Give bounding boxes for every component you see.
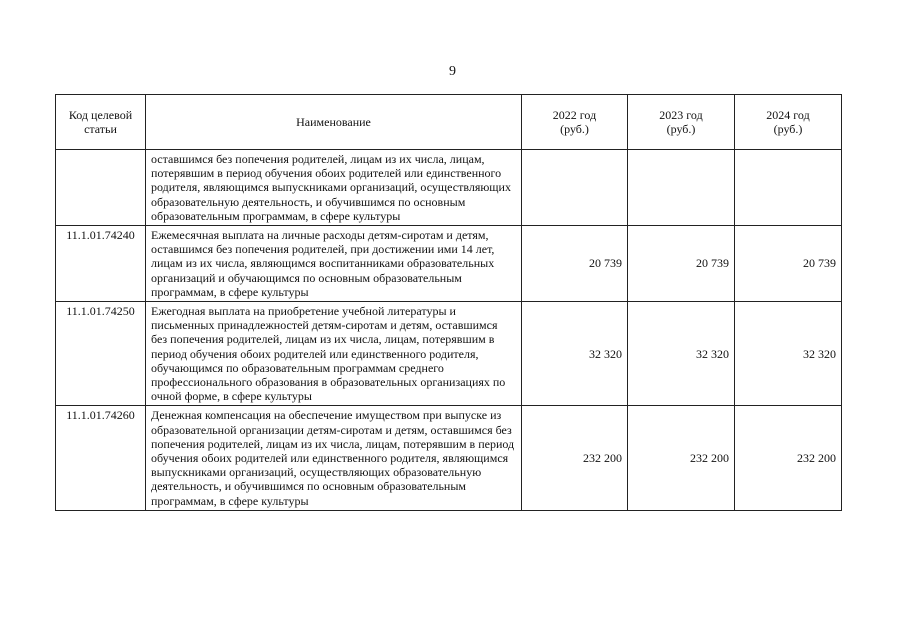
header-2023: 2023 год (руб.): [628, 95, 735, 150]
row-amount-2022: 32 320: [522, 302, 628, 406]
row-amount-2024: 20 739: [735, 226, 842, 302]
header-name: Наименование: [146, 95, 522, 150]
header-2022: 2022 год (руб.): [522, 95, 628, 150]
header-2024: 2024 год (руб.): [735, 95, 842, 150]
row-amount-2022: [522, 150, 628, 226]
row-amount-2022: 20 739: [522, 226, 628, 302]
row-code: 11.1.01.74250: [56, 302, 146, 406]
row-amount-2024: 32 320: [735, 302, 842, 406]
budget-table: [55, 94, 842, 511]
row-amount-2024: 232 200: [735, 406, 842, 510]
row-amount-2023: 20 739: [628, 226, 735, 302]
table-row: [56, 226, 842, 302]
page-number: 9: [449, 64, 456, 79]
row-amount-2023: 32 320: [628, 302, 735, 406]
row-name: оставшимся без попечения родителей, лицам из их числа, лицам, потерявшим в период обучения обоих родителей или единственного родителя, являющимся выпускниками организаций, осуществляющих образовательную деятельность, и обучившимся по основным образовательным программам, в сфере культуры: [146, 150, 522, 226]
row-amount-2023: 232 200: [628, 406, 735, 510]
row-code: 11.1.01.74240: [56, 226, 146, 302]
table-row: [56, 302, 842, 406]
row-code: [56, 150, 146, 226]
row-name: Денежная компенсация на обеспечение имуществом при выпуске из образовательной организации детям-сиротам и детям, оставшимся без попечения родителей, лицам из их числа, лицам, потерявшим в период обучения обоих родителей или единственного родителя, являющимся выпускниками организаций, осуществляющих образовательную деятельность, и обучившимся по основным образовательным программам, в сфере культуры: [146, 406, 522, 510]
table-row: [56, 150, 842, 226]
row-amount-2024: [735, 150, 842, 226]
table-row: [56, 406, 842, 510]
table-header-row: [56, 95, 842, 150]
header-code: Код целевой статьи: [56, 95, 146, 150]
row-code: 11.1.01.74260: [56, 406, 146, 510]
row-amount-2022: 232 200: [522, 406, 628, 510]
row-name: Ежегодная выплата на приобретение учебной литературы и письменных принадлежностей детям-сиротам и детям, оставшимся без попечения родителей, лицам из их числа, лицам, потерявшим в период обучения обоих родителей или единственного родителя, обучающимся по образовательным программам среднего профессионального образования в образовательных организациях по очной форме, в сфере культуры: [146, 302, 522, 406]
row-amount-2023: [628, 150, 735, 226]
row-name: Ежемесячная выплата на личные расходы детям-сиротам и детям, оставшимся без попечения родителей, при достижении ими 14 лет, лицам из их числа, являющимся воспитанниками образовательных организаций и обучающимся по основным образовательным программам, в сфере культуры: [146, 226, 522, 302]
